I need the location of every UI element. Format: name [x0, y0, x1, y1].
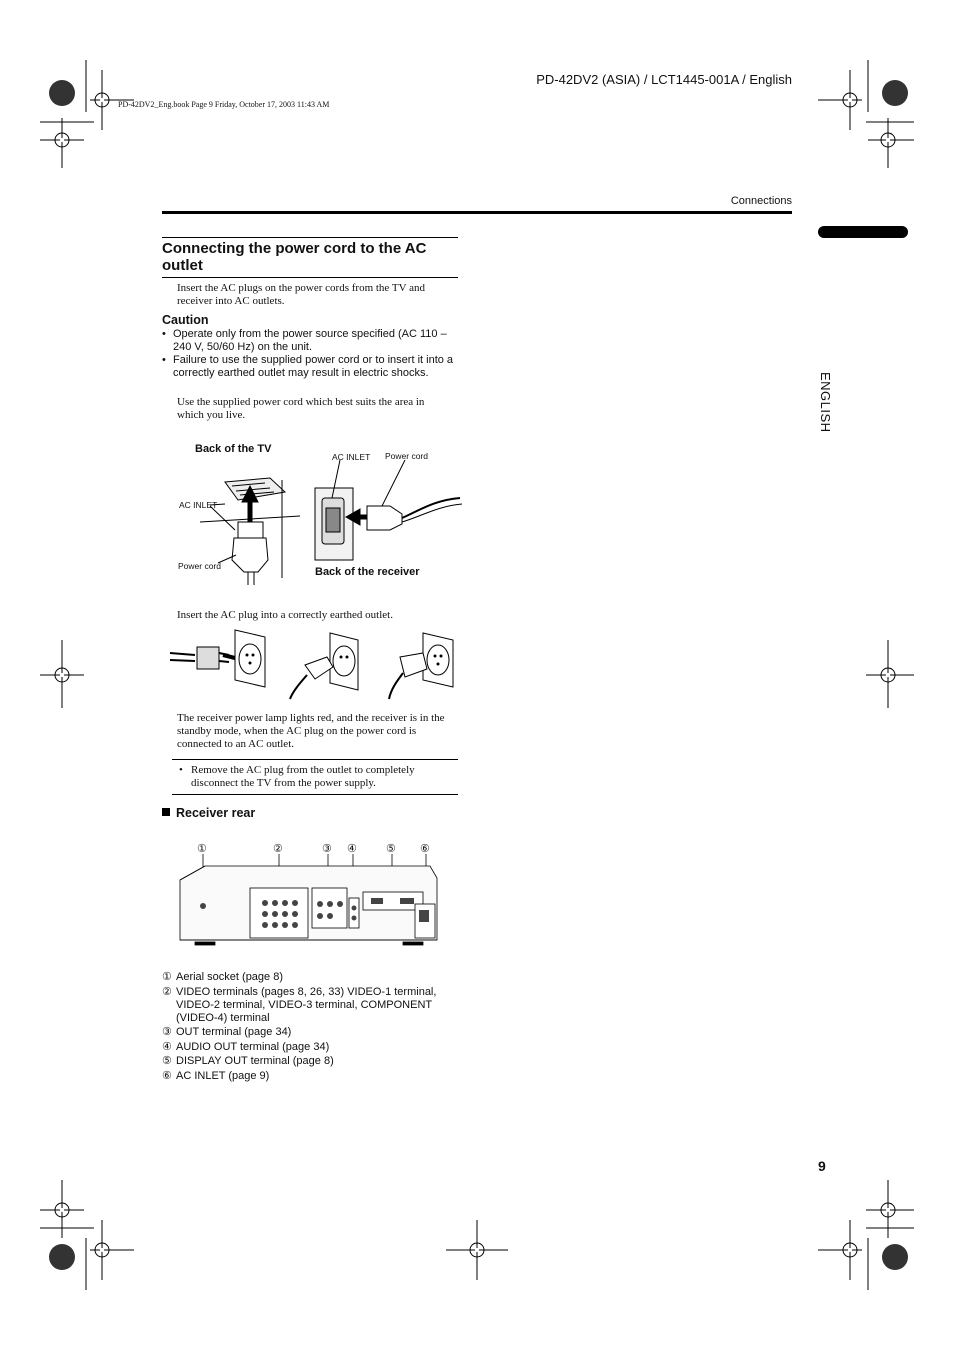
- section-label: Connections: [730, 195, 792, 207]
- section-title-box: [162, 237, 458, 278]
- item-number: ①: [162, 971, 172, 983]
- callout-4: ④: [347, 843, 357, 855]
- page-number: 9: [818, 1158, 826, 1174]
- standby-note: The receiver power lamp lights red, and the receiver is in the standby mode, when the AC plug on the power cord is connected to an AC outlet.: [177, 712, 445, 750]
- header-rule: [162, 211, 792, 214]
- caution-list: [162, 328, 462, 380]
- item-number: ②: [162, 985, 172, 998]
- back-of-tv-label: Back of the TV: [195, 443, 272, 455]
- list-item: [162, 986, 462, 1025]
- item-number: ⑥: [162, 1069, 172, 1082]
- caution-heading: Caution: [162, 313, 209, 327]
- outlet-note: Insert the AC plug into a correctly earthed outlet.: [177, 609, 393, 621]
- receiver-rear-list: [162, 971, 462, 1084]
- intro-text: Insert the AC plugs on the power cords from the TV and receiver into AC outlets.: [177, 282, 425, 307]
- callout-5: ⑤: [386, 843, 396, 855]
- item-text: OUT terminal (page 34): [176, 1026, 292, 1038]
- item-number: ③: [162, 1026, 172, 1038]
- item-text: DISPLAY OUT terminal (page 8): [176, 1055, 334, 1067]
- list-item: [162, 1026, 462, 1039]
- list-item: [162, 1055, 462, 1068]
- callout-6: ⑥: [420, 843, 430, 855]
- ac-inlet-label-left: AC INLET: [179, 500, 218, 510]
- language-tab: ENGLISH: [818, 372, 833, 433]
- list-item: • Failure to use the supplied power cord or to insert it into a correctly earthed outlet may result in electric shocks.: [162, 354, 462, 380]
- document-id: PD-42DV2 (ASIA) / LCT1445-001A / English: [536, 72, 792, 87]
- power-cord-label-right: Power cord: [385, 451, 428, 461]
- power-cord-illustration: [170, 460, 470, 590]
- chapter-tab: [818, 226, 908, 238]
- outlets-illustration: [165, 625, 465, 705]
- section-title: Connecting the power cord to the AC outlet: [162, 240, 427, 274]
- list-item: [162, 971, 462, 984]
- callout-2: ②: [273, 843, 283, 855]
- list-item: [162, 1041, 462, 1054]
- item-text: AC INLET (page 9): [176, 1069, 270, 1082]
- ac-inlet-label-right: AC INLET: [332, 452, 371, 462]
- book-info: PD-42DV2_Eng.book Page 9 Friday, October 17, 2003 11:43 AM: [118, 100, 330, 109]
- list-item: • Remove the AC plug from the outlet to completely disconnect the TV from the power supply.: [191, 764, 458, 790]
- item-text: AUDIO OUT terminal (page 34): [176, 1040, 330, 1053]
- item-number: ⑤: [162, 1055, 172, 1067]
- item-text: Aerial socket (page 8): [176, 971, 283, 983]
- list-item: • Operate only from the power source specified (AC 110 – 240 V, 50/60 Hz) on the unit.: [162, 328, 462, 354]
- item-number: ④: [162, 1040, 172, 1053]
- callout-3: ③: [322, 843, 332, 855]
- receiver-rear-heading: [162, 806, 255, 820]
- receiver-rear-title: Receiver rear: [176, 806, 256, 820]
- square-bullet-icon: [162, 808, 170, 816]
- callout-1: ①: [197, 843, 207, 855]
- back-of-receiver-label: Back of the receiver: [315, 566, 420, 578]
- item-text: VIDEO terminals (pages 8, 26, 33) VIDEO-1 terminal, VIDEO-2 terminal, VIDEO-3 terminal, COMPONENT (VIDEO-4) terminal: [176, 985, 437, 1024]
- disconnect-note-box: [172, 759, 458, 795]
- cord-note: Use the supplied power cord which best suits the area in which you live.: [177, 396, 425, 421]
- power-cord-label-left: Power cord: [178, 561, 221, 571]
- list-item: [162, 1070, 462, 1083]
- receiver-rear-illustration: [175, 848, 445, 948]
